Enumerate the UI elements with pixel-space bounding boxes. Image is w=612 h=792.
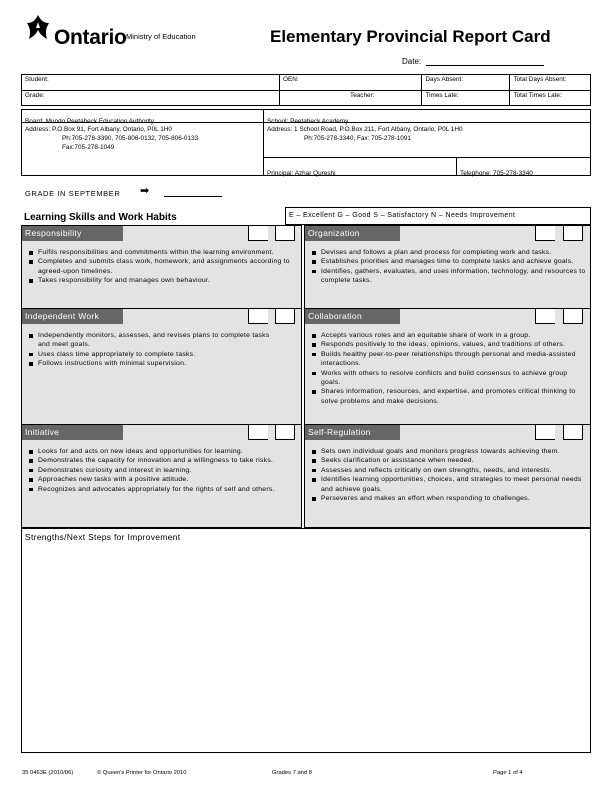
grade-in-september-label: GRADE IN SEPTEMBER [25,189,121,198]
responsibility-rating-1[interactable] [248,226,268,241]
list-item: Works with others to resolve conflicts and build consensus to achieve group goals. [310,369,589,388]
list-item: Establishes priorities and manages time to complete tasks and achieve goals. [310,257,587,266]
telephone: Telephone: 705-278-3340 [460,170,533,177]
list-item: Accepts various roles and an equitable share of work in a group. [310,331,589,340]
list-item: Completes and submits class work, homework, and assignments according to agreed-upon timelines. [27,257,295,276]
arrow-right-icon: ➡ [140,185,150,197]
learning-skills-title: Learning Skills and Work Habits [24,212,177,223]
ontario-trillium-logo [25,14,51,42]
list-item: Takes responsibility for and manages own behaviour. [27,276,295,285]
total-times-late-field[interactable]: Total Times Late: [510,90,591,106]
list-item: Identifies, gathers, evaluates, and uses information, technology, and resources to complete tasks. [310,267,587,286]
times-late-field[interactable]: Times Late: [422,90,510,106]
list-item: Devises and follows a plan and process for completing work and tasks. [310,248,587,257]
independent-work-rating-2[interactable] [275,309,295,324]
list-item: Builds healthy peer-to-peer relationships through personal and media-assisted interactions. [310,350,589,369]
date-field[interactable] [426,65,544,66]
grade-field[interactable]: Grade: [22,90,280,106]
list-item: Shares information, resources, and expertise, and promotes critical thinking to solve problems and make decisions. [310,387,589,406]
self-regulation-rating-2[interactable] [563,425,583,440]
panel-initiative [21,424,302,528]
ministry-name: Ministry of Education [126,32,196,41]
board-school-box [21,109,591,176]
responsibility-rating-2[interactable] [275,226,295,241]
board-name: Board: Mundo Peetabeck Education Authority [22,110,264,123]
list-item: Uses class time appropriately to complete tasks. [27,350,277,359]
list-item: Demonstrates curiosity and interest in learning. [27,466,301,475]
list-item: Approaches new tasks with a positive attitude. [27,475,301,484]
logo-text: Ontario [54,26,127,49]
form-code: 35 0463E (2010/06) [22,770,74,776]
initiative-rating-1[interactable] [248,425,268,440]
panel-organization [304,225,591,310]
student-info-table [21,74,591,106]
organization-heading: Organization [305,226,400,241]
page-number: Page 1 of 4 [493,770,523,776]
date-label: Date: [402,57,422,66]
principal: Principal: Azhar Qureshi [264,158,457,175]
list-item: Demonstrates the capacity for innovation and a willingness to take risks. [27,456,301,465]
page-title: Elementary Provincial Report Card [270,27,551,46]
list-item: Fulfils responsibilities and commitments within the learning environment. [27,248,295,257]
list-item: Seeks clarification or assistance when needed. [310,456,589,465]
teacher-field[interactable]: Teacher: [280,90,422,106]
collaboration-rating-2[interactable] [563,309,583,324]
total-days-absent-field[interactable]: Total Days Absent: [510,75,591,91]
organization-rating-2[interactable] [563,226,583,241]
school-address: Address: 1 School Road, P.O.Box 211, Fort Albany, Ontario, P0L 1H0 Ph:705-278-3340, Fax: 705-278-1091 [264,123,590,158]
initiative-heading: Initiative [22,425,123,440]
days-absent-field[interactable]: Days Absent: [422,75,510,91]
panel-self-regulation [304,424,591,528]
list-item: Assesses and reflects critically on own strengths, needs, and interests. [310,466,589,475]
oen-field[interactable]: OEN: [280,75,422,91]
student-field[interactable]: Student: [22,75,280,91]
board-address: Address: P.O.Box 91, Fort Albany, Ontario, P0L 1H0 Ph:705-278-3390, 705-806-0132, 705-806-0133 Fax:705-278-1049 [22,123,264,175]
strengths-next-steps-box[interactable] [21,528,591,753]
self-regulation-heading: Self-Regulation [305,425,400,440]
grade-in-september-field[interactable] [164,196,222,197]
rating-legend: E – Excellent G – Good S – Satisfactory N – Needs Improvement [285,207,591,225]
list-item: Recognizes and advocates appropriately for the rights of self and others. [27,485,301,494]
organization-rating-1[interactable] [535,226,555,241]
grades-label: Grades 7 and 8 [272,770,312,776]
list-item: Independently monitors, assesses, and revises plans to complete tasks and meet goals. [27,331,277,350]
responsibility-heading: Responsibility [22,226,123,241]
list-item: Sets own individual goals and monitors progress towards achieving them. [310,447,589,456]
panel-collaboration [304,308,591,426]
copyright: © Queen's Printer for Ontario 2010 [97,770,187,776]
strengths-label: Strengths/Next Steps for Improvement [25,532,181,542]
panel-independent-work [21,308,302,426]
list-item: Follows instructions with minimal supervision. [27,359,277,368]
list-item: Identifies learning opportunities, choices, and strategies to meet personal needs and achieve goals. [310,475,589,494]
self-regulation-rating-1[interactable] [535,425,555,440]
list-item: Perseveres and makes an effort when responding to challenges. [310,494,589,503]
list-item: Looks for and acts on new ideas and opportunities for learning. [27,447,301,456]
initiative-rating-2[interactable] [275,425,295,440]
independent-work-heading: Independent Work [22,309,123,324]
panel-responsibility [21,225,302,310]
collaboration-rating-1[interactable] [535,309,555,324]
school-name: School: Peetabeck Academy [264,110,590,123]
collaboration-heading: Collaboration [305,309,400,324]
independent-work-rating-1[interactable] [248,309,268,324]
list-item: Responds positively to the ideas, opinions, values, and traditions of others. [310,340,589,349]
